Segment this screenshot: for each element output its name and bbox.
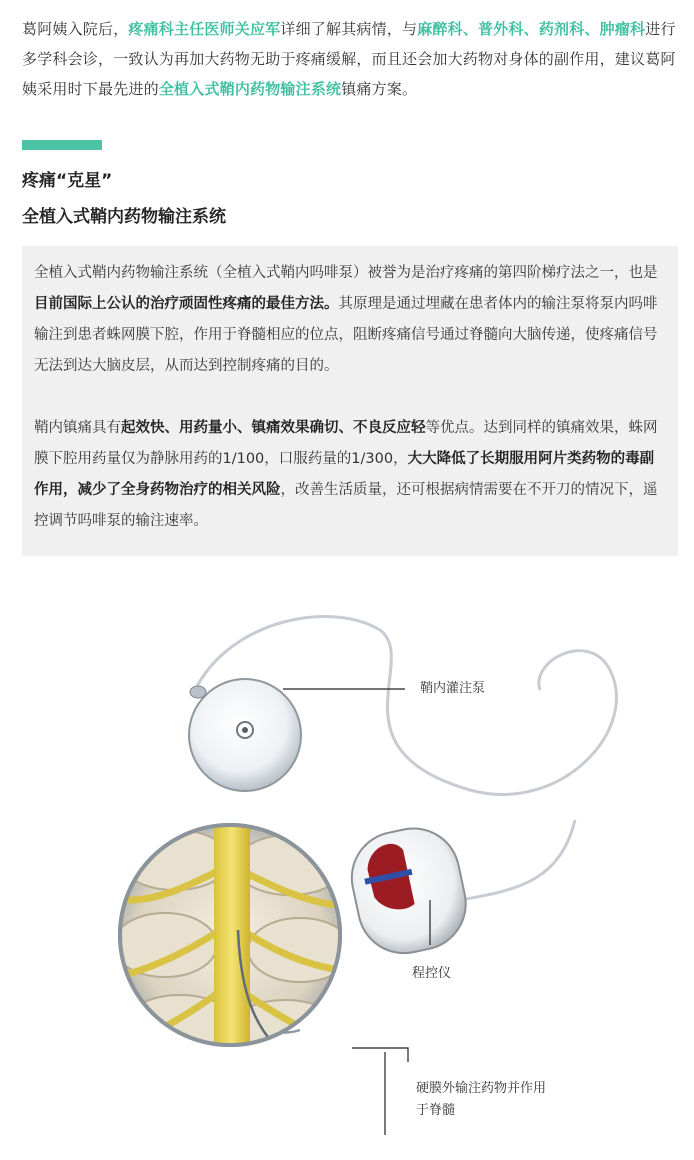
system-name-highlight: 全植入式鞘内药物输注系统 (158, 80, 342, 98)
info-box (22, 246, 678, 556)
pump-port-center (242, 727, 248, 733)
intro-text-4: 镇痛方案。 (341, 80, 418, 98)
programmer-cable (460, 820, 575, 900)
programmer-label: 程控仪 (412, 966, 452, 981)
section-heading-1: 疼痛“克星” (22, 171, 113, 191)
info-p2-bold-2: 大大降低了长期服用阿片类药物的毒副作用，减少了全身药物治疗的相关风险 (34, 451, 655, 498)
info-p2-bold-1: 起效快、用药量小、镇痛效果确切、不良反应轻 (121, 420, 426, 436)
departments-highlight: 麻醉科、普外科、药剂科、肿瘤科 (417, 20, 646, 38)
pump-diagram-illustration (0, 600, 694, 1156)
spine-label-line-2: 于脊髓 (416, 1103, 456, 1118)
info-paragraph-1 (34, 258, 666, 382)
info-p1-text-c: 其原理是通过埋藏在患者体内的输注泵将泵内吗啡输注到患者蛛网膜下腔，作用于脊髓相应的位点，阻断疼痛信号通过脊髓向大脑传递，使疼痛信号无法到达大脑皮层，从而达到控制疼痛的目的。 (34, 296, 658, 374)
intro-text-1: 葛阿姨入院后， (22, 20, 129, 38)
info-p1-text-a: 全植入式鞘内药物输注系统（全植入式鞘内吗啡泵）被誉为是治疗疼痛的第四阶梯疗法之一，也是 (34, 265, 658, 281)
pump-diagram-figure (0, 600, 694, 1156)
pump-port (190, 686, 206, 698)
info-p2-text-a: 鞘内镇痛具有 (34, 420, 121, 436)
spine-view (110, 820, 352, 1060)
spine-leader-line-top (352, 1048, 408, 1062)
programmer-device (343, 820, 474, 962)
section-heading-2: 全植入式鞘内药物输注系统 (22, 207, 226, 227)
intro-text-3: 进行多学科会诊，一致认为再加大药物无助于疼痛缓解，而且还会加大药物对身体的副作用，建议葛阿姨采用时下最先进的 (22, 20, 676, 98)
info-p1-bold: 目前国际上公认的治疗顽固性疼痛的最佳方法。 (34, 296, 339, 312)
info-paragraph-2 (34, 413, 666, 537)
section-accent-bar (22, 140, 102, 150)
intro-text-2: 详细了解其病情，与 (280, 20, 418, 38)
pump-label: 鞘内灌注泵 (420, 681, 486, 696)
doctor-name-highlight: 疼痛科主任医师关应军 (128, 20, 281, 38)
info-p2-text-c: 等优点。达到同样的镇痛效果，蛛网膜下腔用药量仅为静脉用药的1/100，口服药量的1/300， (34, 420, 658, 467)
info-p2-text-e: ，改善生活质量，还可根据病情需要在不开刀的情况下，遥控调节吗啡泵的输注速率。 (34, 482, 658, 529)
intro-paragraph (22, 14, 678, 104)
spine-label-line-1: 硬膜外输注药物并作用 (416, 1081, 547, 1096)
